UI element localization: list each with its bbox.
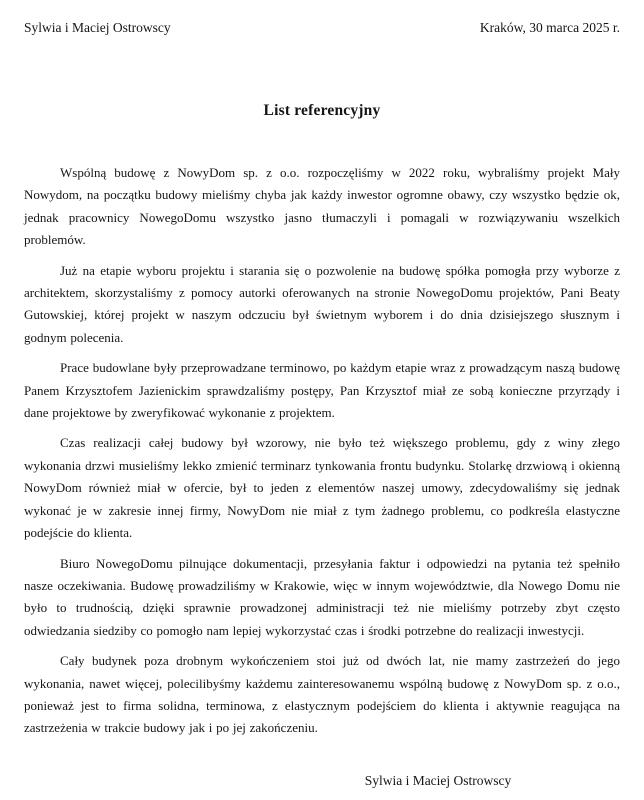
paragraph-recommendation: Cały budynek poza drobnym wykończeniem stoi już od dwóch lat, nie mamy zastrzeżeń do jego wykonania, nawet więcej, polecilibyśmy każdemu zainteresowanemu wspólną budowę z NowyDom sp. z o.o., ponieważ jest to firma solidna, terminowa, z elastycznym podejściem do klienta i aktywnie reagująca na zastrzeżenia w trakcie budowy jak i po jej zakończeniu. [24,653,620,736]
paragraph-office: Biuro NowegoDomu pilnujące dokumentacji, przesyłania faktur i odpowiedzi na pytania też spełniło nasze oczekiwania. Budowę prowadziliśmy w Krakowie, więc w innym województwie, dla Nowego Domu nie było to trudnością, dzięki sprawnie prowadzonej administracji też nie mieliśmy potrzeby zbyt często odwiedzania siedziby co pomogło nam lepiej wykorzystać czas i środki potrzebne do realizacji inwestycji. [24,555,620,638]
paragraph-construction-works: Prace budowlane były przeprowadzane terminowo, po każdym etapie wraz z prowadzącym naszą budowę Panem Krzysztofem Jazienickim sprawdzaliśmy postępy, Pan Krzysztof miał ze sobą konieczne przyrządy i dane projektowe by zweryfikować wykonanie z projektem. [24,360,620,421]
paragraph-project-selection: Już na etapie wyboru projektu i starania się o pozwolenie na budowę spółka pomogła przy wyborze z architektem, skorzystaliśmy z pomocy autorki oferowanych na stronie NowegoDomu projektów, Pani Beaty Gutowskiej, której projekt w naszym odczuciu był świetnym wyborem i do dnia dzisiejszego słusznym i godnym polecenia. [24,262,620,345]
place-and-date: Kraków, 30 marca 2025 r. [479,20,620,35]
letter-title: List referencyjny [263,102,381,119]
paragraph-introduction: Wspólną budowę z NowyDom sp. z o.o. rozpoczęliśmy w 2022 roku, wybraliśmy projekt Mały Nowydom, na początku budowy mieliśmy chyba jak każdy inwestor ogromne obawy, czy wszystko będzie ok, jednak pracownicy NowegoDomu wszystko jasno tłumaczyli i pomagali w rozwiązywaniu wszelkich problemów. [24,165,620,248]
paragraph-timeline: Czas realizacji całej budowy był wzorowy, nie było też większego problemu, gdy z winy złego wykonania drzwi musieliśmy lekko zmienić terminarz tynkowania frontu budynku. Stolarkę drzwiową i okienną NowyDom również miał w ofercie, był to jeden z elementów naszej umowy, zdecydowaliśmy się jednak wykonać je w zakresie innej firmy, NowyDom nie miał z tym żadnego problemu, co podkreśla elastyczne podejście do klienta. [24,435,620,541]
letterhead [24,18,620,38]
signature: Sylwia i Maciej Ostrowscy [364,772,512,788]
sender-name: Sylwia i Maciej Ostrowscy [24,20,171,35]
letter-body [24,162,620,740]
